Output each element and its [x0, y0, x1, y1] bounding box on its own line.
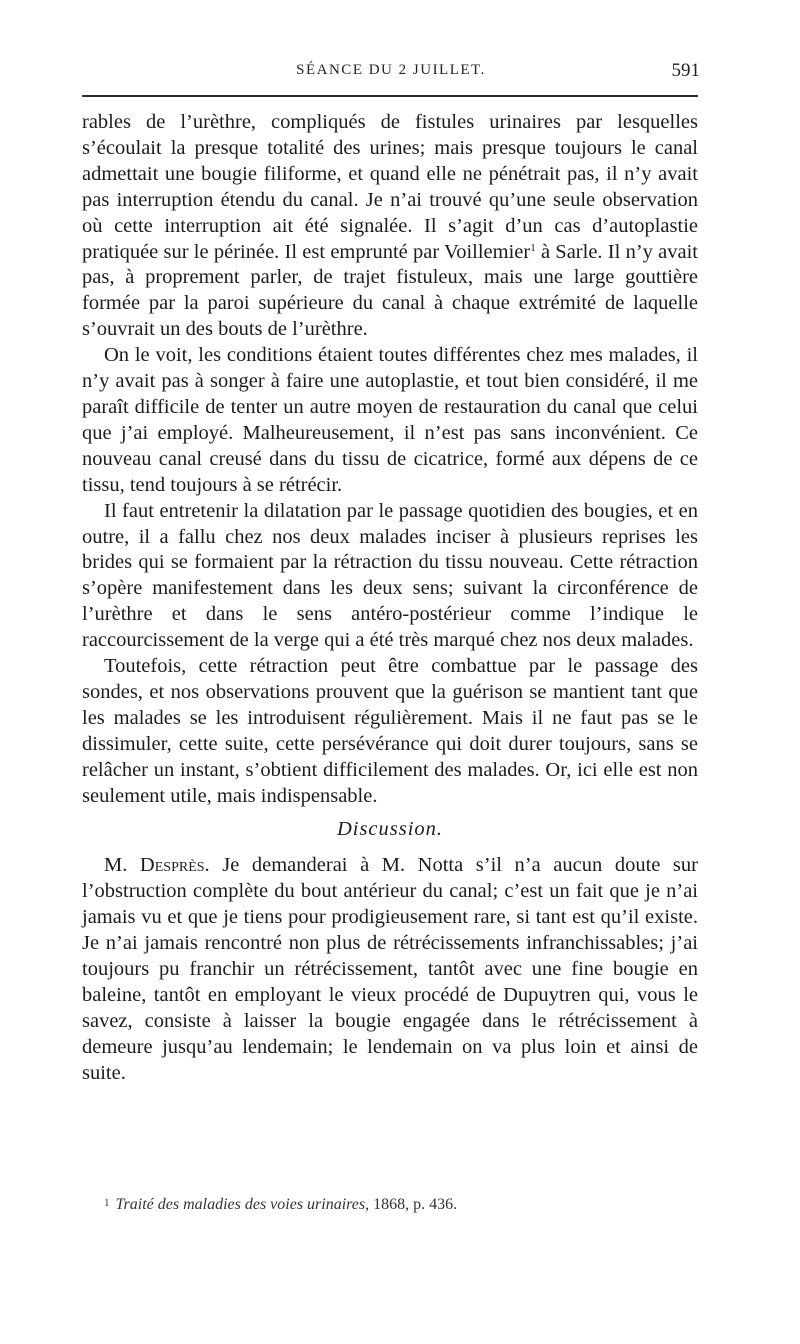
paragraph-2: On le voit, les conditions étaient toutes différentes chez mes malades, il n’y avait pas à songer à faire une autoplastie, et tout bien considéré, il me paraît difficile de tenter un autre moyen de restauration du canal que celui que j’ai employé. Malheureusement, il n’est pas sans inconvénient. Ce nouveau canal creusé dans du tissu de cicatrice, formé aux dépens de ce tissu, tend toujours à se rétrécir.	[82, 344, 698, 496]
paragraph-3: Il faut entretenir la dilatation par le passage quotidien des bougies, et en outre, il a fallu chez nos deux malades inciser à plusieurs reprises les brides qui se formaient par la rétraction du tissu nouveau. Cette rétraction s’opère manifestement dans les deux sens; suivant la circonférence de l’urèthre et dans le sens antéro-postérieur comme l’indique le raccourcissement de la verge qui a été très marqué chez nos deux malades.	[82, 499, 698, 652]
speaker-name: M. Desprès.	[104, 854, 210, 877]
footnote-reference[interactable]: 1	[530, 241, 536, 254]
body-text	[82, 110, 698, 1087]
footnote	[104, 1196, 704, 1214]
paragraph-1-text-end: à Sarle. Il n’y avait pas, à proprement parler, de trajet fistuleux, mais une large gouttière formée par la paroi supérieure du canal à chaque extrémité de laquelle s’ouvrait un des bouts de l’urèthre.	[82, 240, 698, 341]
discussion-text: Je demanderai à M. Notta s’il n’a aucun doute sur l’obstruction complète du bout antérieur du canal; c’est un fait que je n’ai jamais vu et que je tiens pour prodigieusement rare, si tant est qu’il existe. Je n’ai jamais rencontré non plus de rétrécissements infranchissables; j’ai toujours pu franchir un rétrécissement, tantôt avec une fine bougie en baleine, tantôt en employant le vieux procédé de Dupuytren qui, vous le savez, consiste à laisser la bougie engagée dans le rétrécissement à demeure jusqu’au lendemain; le lendemain on va plus loin et ainsi de suite.	[82, 854, 698, 1084]
footnote-book-title: Traité des maladies des voies urinaires	[115, 1196, 366, 1213]
page-number: 591	[671, 60, 700, 81]
section-title-discussion: Discussion.	[336, 818, 444, 841]
paragraph-1-text: rables de l’urèthre, compliqués de fistules urinaires par lesquelles s’écoulait la presque totalité des urines; mais presque toujours le canal admettait une bougie filiforme, et quand elle ne pénétrait pas, il n’y avait pas interruption étendu du canal. Je n’ai trouvé qu’une seule observation où cette interruption ait été signalée. Il s’agit d’un cas d’autoplastie pratiquée sur le périnée. Il est emprunté par Voillemier	[82, 111, 698, 263]
running-head	[82, 58, 700, 88]
header-rule	[82, 95, 698, 97]
footnote-mark: 1	[104, 1197, 110, 1209]
paragraph-4: Toutefois, cette rétraction peut être combattue par le passage des sondes, et nos observations prouvent que la guérison se mantient tant que les malades se les introduisent régulièrement. Mais il ne faut pas se le dissimuler, cette suite, cette persévérance qui doit durer toujours, sans se relâcher un instant, s’obtient difficilement des malades. Or, ici elle est non seulement utile, mais indispensable.	[82, 655, 698, 807]
running-title: SÉANCE DU 2 JUILLET.	[296, 62, 486, 78]
footnote-details: , 1868, p. 436.	[365, 1196, 458, 1213]
discussion-paragraph	[82, 853, 698, 1086]
paragraph-1	[82, 110, 698, 343]
